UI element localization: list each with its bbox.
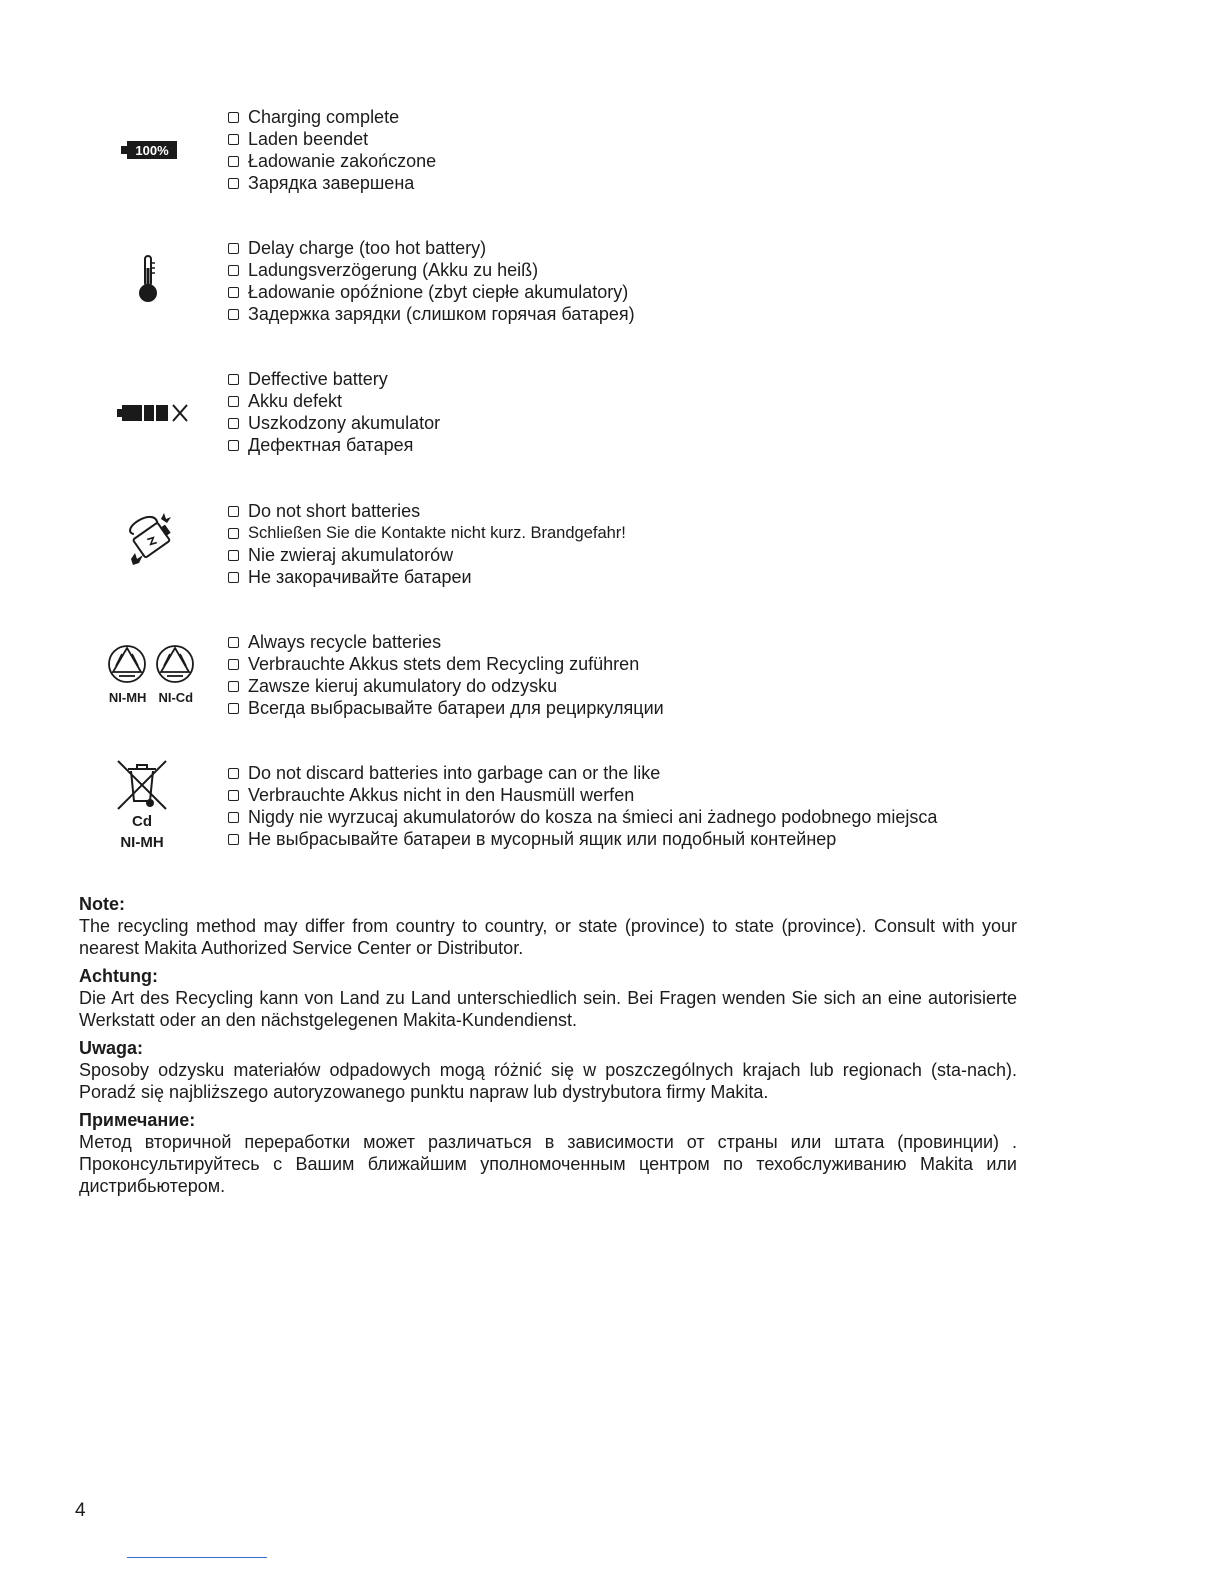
list-item: Nie zwieraj akumulatorów: [228, 544, 626, 566]
svg-text:100%: 100%: [135, 143, 169, 158]
note-title-de: Achtung:: [79, 966, 158, 986]
crossed-out-bin-icon: [112, 754, 172, 854]
page-number: 4: [75, 1500, 86, 1521]
checkbox-icon: [228, 681, 239, 692]
nimh-label: NI-MH: [120, 834, 164, 851]
checkbox-icon: [228, 506, 239, 517]
checkbox-icon: [228, 834, 239, 845]
item-list: [228, 631, 664, 719]
list-item: Ladungsverzögerung (Akku zu heiß): [228, 259, 635, 281]
cd-label: Cd: [132, 813, 152, 830]
bottom-rule: [127, 1557, 267, 1558]
list-item: Akku defekt: [228, 390, 440, 412]
list-item: Zawsze kieruj akumulatory do odzysku: [228, 675, 664, 697]
list-item: Всегда выбрасывайте батареи для рециркуляции: [228, 697, 664, 719]
notes-section: [79, 893, 1017, 1203]
nicd-label: NI-Cd: [158, 689, 194, 705]
checkbox-icon: [228, 374, 239, 385]
checkbox-icon: [228, 812, 239, 823]
list-item: Не выбрасывайте батареи в мусорный ящик или подобный контейнер: [228, 828, 937, 850]
checkbox-icon: [228, 528, 239, 539]
note-text-de: Die Art des Recycling kann von Land zu Land unterschiedlich sein. Bei Fragen wenden Sie sich an eine autorisierte Werkstatt oder an den nächstgelegenen Makita-Kundendienst.: [79, 988, 1017, 1030]
list-item: Uszkodzony akumulator: [228, 412, 440, 434]
list-item: Charging complete: [228, 106, 436, 128]
item-list: [228, 500, 626, 588]
list-item: Зарядка завершена: [228, 172, 436, 194]
item-list: [228, 106, 436, 194]
checkbox-icon: [228, 440, 239, 451]
checkbox-icon: [228, 112, 239, 123]
list-item: Laden beendet: [228, 128, 436, 150]
checkbox-icon: [228, 156, 239, 167]
list-item: Always recycle batteries: [228, 631, 664, 653]
checkbox-icon: [228, 572, 239, 583]
list-item: Дефектная батарея: [228, 434, 440, 456]
note-title-en: Note:: [79, 894, 125, 914]
checkbox-icon: [228, 790, 239, 801]
item-list: [228, 368, 440, 456]
list-item: Задержка зарядки (слишком горячая батарея): [228, 303, 635, 325]
nimh-label: NI-MH: [108, 689, 147, 705]
checkbox-icon: [228, 637, 239, 648]
item-list: [228, 237, 635, 325]
checkbox-icon: [228, 134, 239, 145]
checkbox-icon: [228, 703, 239, 714]
recycle-icon: [104, 642, 198, 706]
note-text-pl: Sposoby odzysku materiałów odpadowych mogą różnić się w poszczególnych krajach lub regionach (sta-nach). Poradź się najbliższego autoryzowanego punktu napraw lub dystrybutora firmy Makita.: [79, 1060, 1017, 1102]
checkbox-icon: [228, 265, 239, 276]
list-item: Deffective battery: [228, 368, 440, 390]
thermometer-icon: [130, 254, 166, 304]
list-item: Do not short batteries: [228, 500, 626, 522]
defective-battery-icon: [116, 400, 192, 426]
list-item: Ładowanie opóźnione (zbyt ciepłe akumulatory): [228, 281, 635, 303]
short-circuit-warning-icon: [120, 508, 184, 574]
note-text-en: The recycling method may differ from country to country, or state (province) to state (province). Consult with your nearest Makita Authorized Service Center or Distributor.: [79, 916, 1017, 958]
list-item: Не закорачивайте батареи: [228, 566, 626, 588]
list-item: Verbrauchte Akkus nicht in den Hausmüll werfen: [228, 784, 937, 806]
list-item: Schließen Sie die Kontakte nicht kurz. Brandgefahr!: [228, 522, 626, 544]
item-list: [228, 762, 937, 850]
list-item: Delay charge (too hot battery): [228, 237, 635, 259]
list-item: Ładowanie zakończone: [228, 150, 436, 172]
list-item: Nigdy nie wyrzucaj akumulatorów do kosza na śmieci ani żadnego podobnego miejsca: [228, 806, 937, 828]
checkbox-icon: [228, 659, 239, 670]
checkbox-icon: [228, 287, 239, 298]
checkbox-icon: [228, 309, 239, 320]
note-text-ru: Метод вторичной переработки может различаться в зависимости от страны или штата (провинции) . Проконсультируйтесь с Вашим ближайшим уполномоченным центром по техобслуживанию Makita или дистрибьютером.: [79, 1132, 1017, 1196]
checkbox-icon: [228, 550, 239, 561]
checkbox-icon: [228, 768, 239, 779]
list-item: Verbrauchte Akkus stets dem Recycling zuführen: [228, 653, 664, 675]
checkbox-icon: [228, 418, 239, 429]
battery-full-100-icon: [120, 138, 180, 162]
checkbox-icon: [228, 396, 239, 407]
note-title-pl: Uwaga:: [79, 1038, 144, 1058]
checkbox-icon: [228, 178, 239, 189]
note-title-ru: Примечание:: [79, 1110, 196, 1130]
list-item: Do not discard batteries into garbage can or the like: [228, 762, 937, 784]
checkbox-icon: [228, 243, 239, 254]
